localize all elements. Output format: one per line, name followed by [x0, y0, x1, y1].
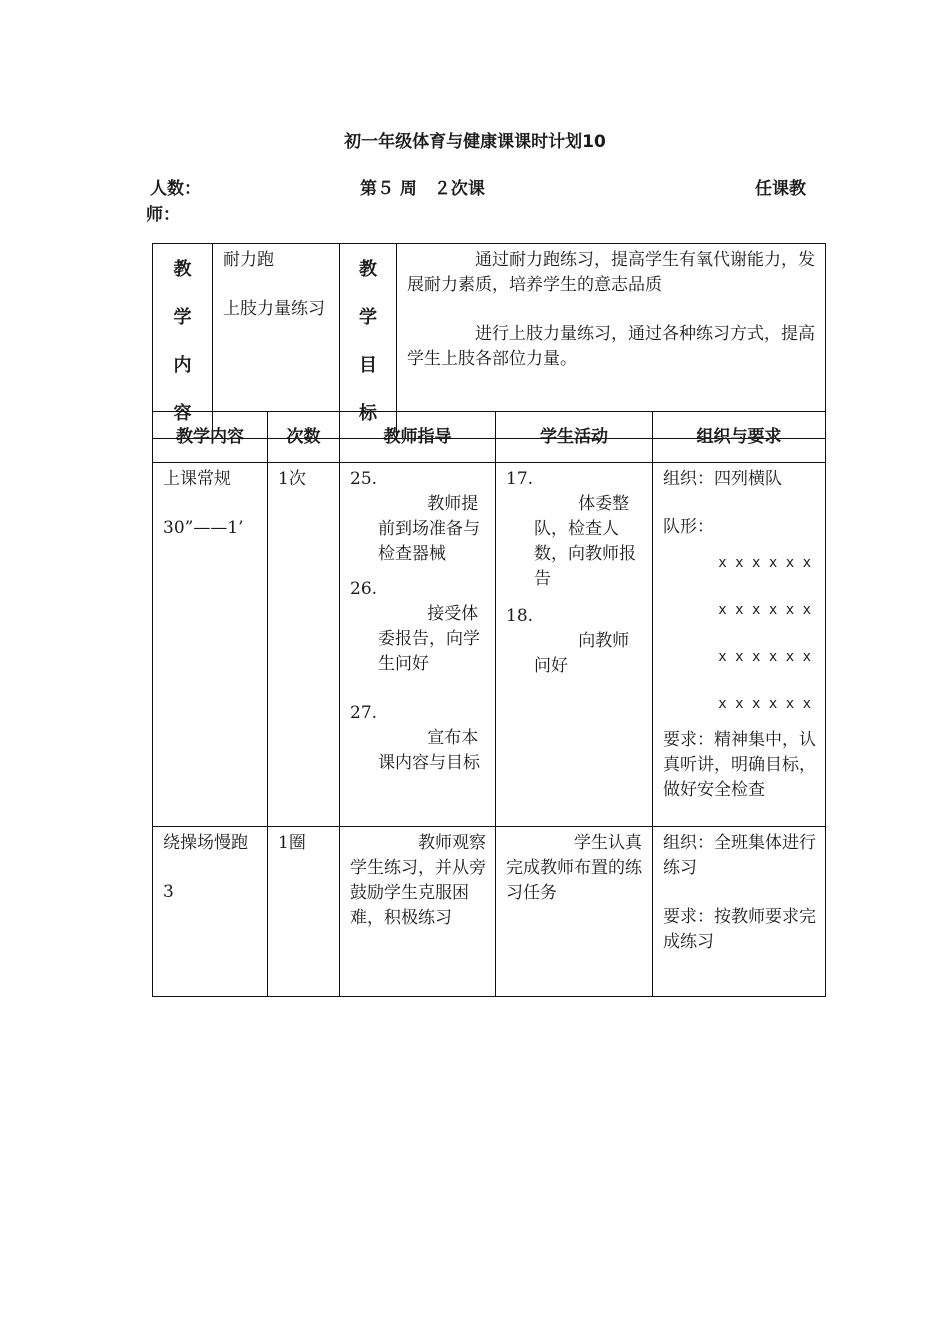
table-row	[153, 463, 826, 827]
page-title: 初一年级体育与健康课课时计划10	[344, 132, 606, 152]
times-cell: 1圈	[268, 827, 340, 997]
content-item: 耐力跑	[223, 250, 274, 270]
formation-row: x x x x x x	[718, 696, 811, 712]
content-cell: 绕操场慢跑 3	[153, 827, 268, 997]
col-header: 组织与要求	[653, 412, 826, 463]
goal-header: 教 学 目 标	[340, 244, 397, 439]
goal-text: 进行上肢力量练习，通过各种练习方式，提高学生上肢各部位力量。	[407, 324, 815, 369]
formation-row: x x x x x x	[718, 602, 811, 618]
content-item: 上肢力量练习	[223, 299, 325, 319]
lesson-header	[146, 174, 806, 224]
formation-row: x x x x x x	[718, 555, 811, 571]
teacher-cell: 教师观察学生练习，并从旁鼓励学生克服困难，积极练习	[340, 827, 496, 997]
student-cell: 17. 体委整队，检查人数，向教师报告 18. 向教师问好	[496, 463, 653, 827]
teacher-label-cont: 师：	[146, 205, 180, 225]
times-cell: 1次	[268, 463, 340, 827]
content-header: 教 学 内 容	[153, 244, 213, 439]
goal-text: 通过耐力跑练习，提高学生有氧代谢能力，发展耐力素质，培养学生的意志品质	[407, 250, 815, 295]
org-cell: 组织：全班集体进行练习 要求：按教师要求完成练习	[653, 827, 826, 997]
teacher-label: 任课教	[755, 179, 806, 199]
teacher-cell: 25. 教师提前到场准备与检查器械 26. 接受体委报告，向学生问好 27. 宣布本课内容与目标	[340, 463, 496, 827]
col-header: 教师指导	[340, 412, 496, 463]
content-cell: 上课常规 30”——1’	[153, 463, 268, 827]
week-session-label: 第５ 周 ２次课	[360, 179, 485, 199]
student-count-label: 人数：	[150, 179, 201, 199]
table-header-row	[153, 412, 826, 463]
org-cell: 组织：四列横队 队形： x x x x x x x x x x x x x x x x x x x x x x x x 要求：精神集中，认真听讲，明确目标，做好安全检查	[653, 463, 826, 827]
objectives-table	[152, 243, 826, 439]
student-cell: 学生认真完成教师布置的练习任务	[496, 827, 653, 997]
table-row	[153, 827, 826, 997]
content-items	[213, 244, 340, 439]
formation-row: x x x x x x	[718, 649, 811, 665]
col-header: 次数	[268, 412, 340, 463]
lesson-plan-table	[152, 411, 826, 997]
goals	[397, 244, 826, 439]
col-header: 教学内容	[153, 412, 268, 463]
col-header: 学生活动	[496, 412, 653, 463]
